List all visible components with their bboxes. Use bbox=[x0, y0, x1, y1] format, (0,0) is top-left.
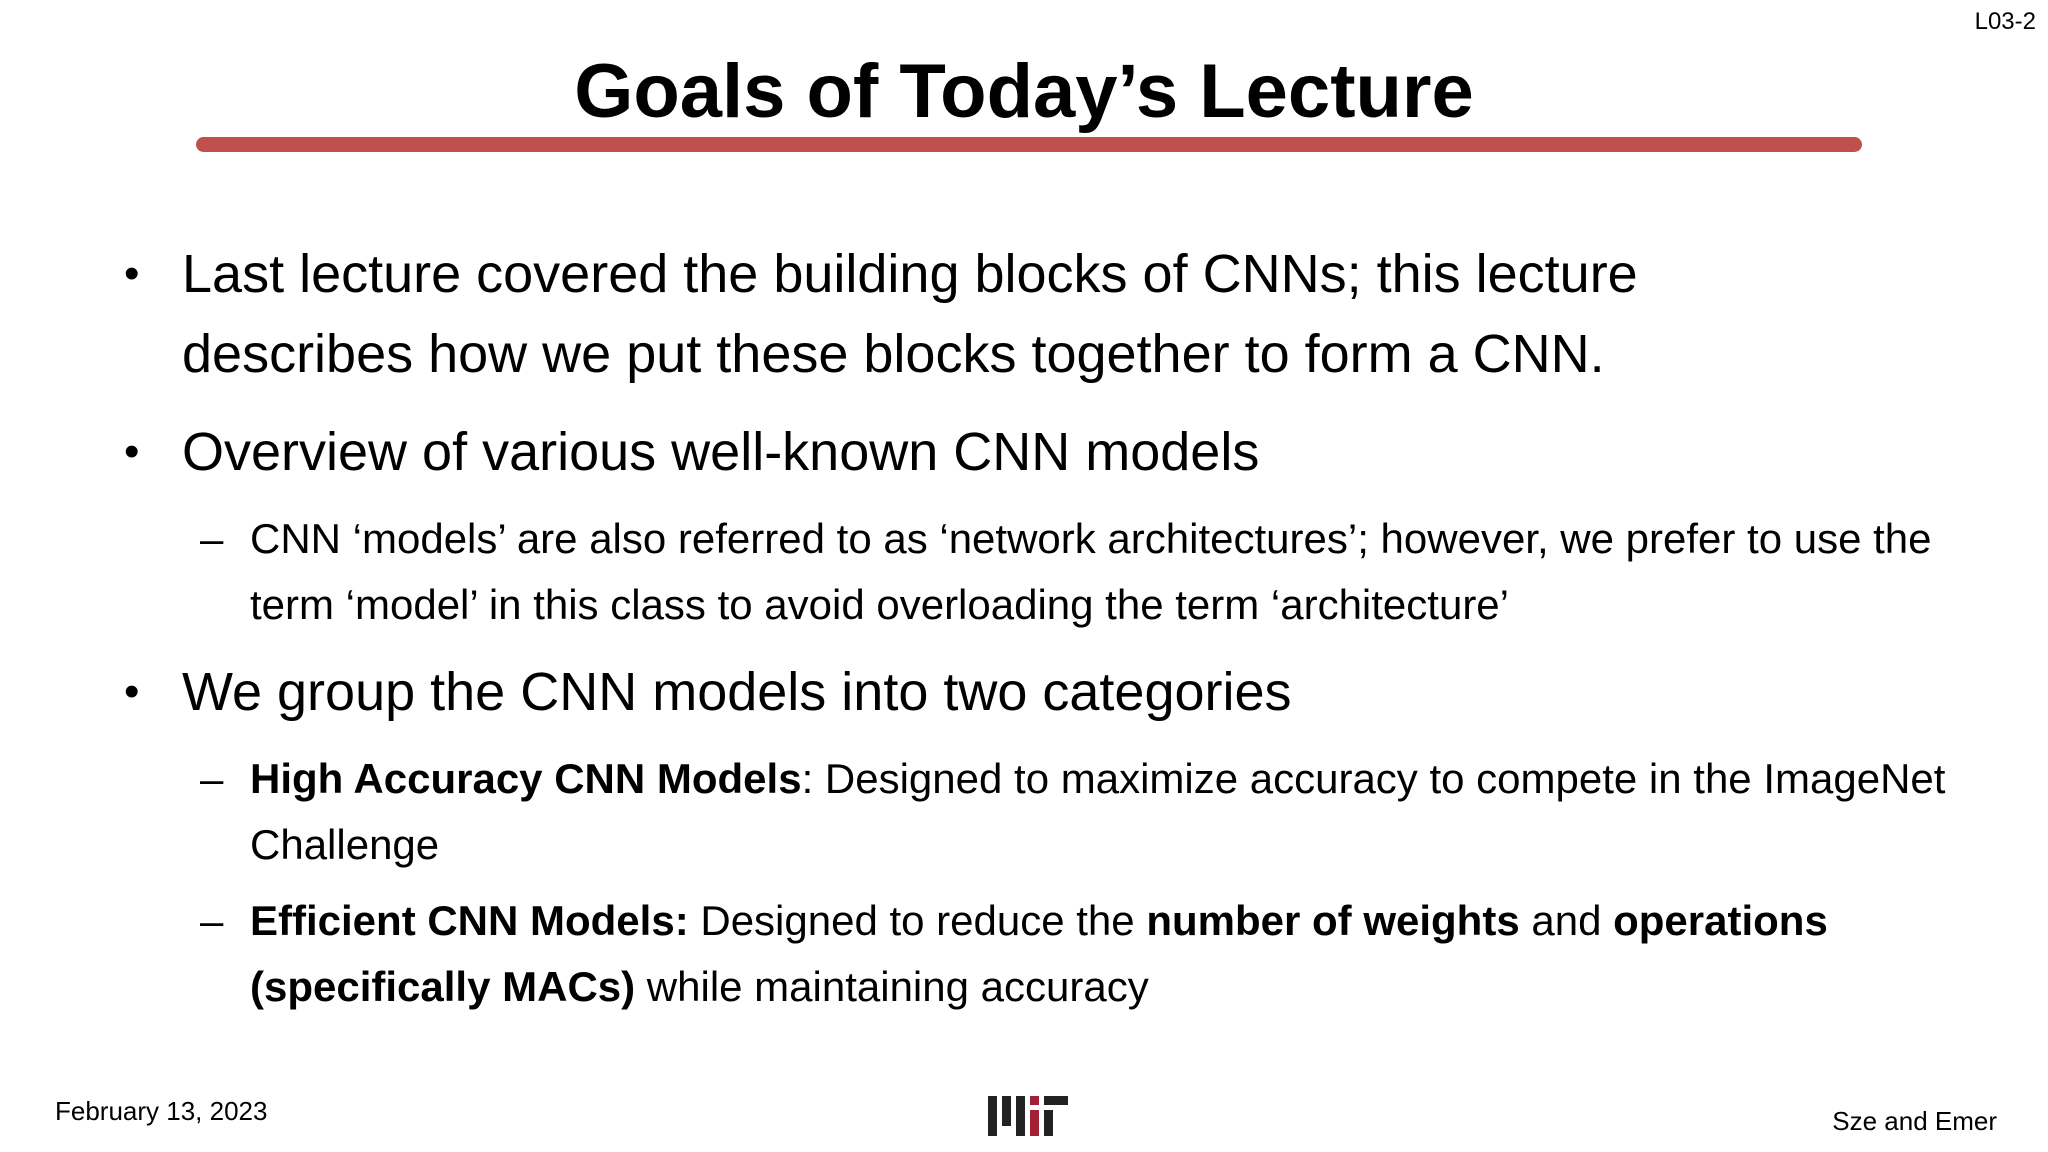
bullet-text: Overview of various well-known CNN models bbox=[182, 422, 1260, 482]
footer-authors: Sze and Emer bbox=[1832, 1106, 1997, 1136]
sub-bullet-bold-text: High Accuracy CNN Models bbox=[250, 755, 802, 802]
bullet-marker: • bbox=[124, 427, 140, 476]
bullet-text: We group the CNN models into two categories bbox=[182, 662, 1292, 722]
slide-title: Goals of Today’s Lecture bbox=[574, 49, 1474, 134]
sub-bullet-bold-text: Efficient CNN Models: bbox=[250, 897, 689, 944]
sub-bullet-marker: – bbox=[200, 897, 224, 944]
mit-logo bbox=[988, 1094, 1068, 1143]
sub-bullet-text: and bbox=[1519, 897, 1614, 944]
sub-bullet-item bbox=[0, 888, 1950, 1020]
sub-bullet-text: : Designed to maximize accuracy to compete in the ImageNet Challenge bbox=[250, 755, 1946, 868]
bullet-item bbox=[0, 652, 1802, 732]
bullet-marker: • bbox=[124, 667, 140, 716]
sub-bullet-marker: – bbox=[200, 515, 224, 562]
bullet-text: Last lecture covered the building blocks of CNNs; this lecture describes how we put these blocks together to form a CNN. bbox=[182, 244, 1638, 384]
bullet-item bbox=[0, 412, 1802, 492]
footer-date: February 13, 2023 bbox=[55, 1096, 268, 1126]
sub-bullet-bold-text: operations (specifically MACs) bbox=[250, 897, 1828, 1010]
sub-bullet-text: Designed to reduce the bbox=[688, 897, 1147, 944]
bullet-item bbox=[0, 234, 1802, 394]
bullet-marker: • bbox=[124, 249, 140, 298]
title-underline bbox=[196, 137, 1862, 152]
sub-bullet-text: CNN ‘models’ are also referred to as ‘network architectures’; however, we prefer to use the term ‘model’ in this class to avoid overloading the term ‘architecture’ bbox=[250, 515, 1932, 628]
sub-bullet-marker: – bbox=[200, 755, 224, 802]
sub-bullet-bold-text: number of weights bbox=[1146, 897, 1520, 944]
sub-bullet-text: while maintaining accuracy bbox=[635, 963, 1149, 1010]
slide-number: L03-2 bbox=[1974, 8, 2036, 35]
sub-bullet-item bbox=[0, 506, 1950, 638]
bullet-list bbox=[0, 234, 2048, 1034]
sub-bullet-item bbox=[0, 746, 1950, 878]
